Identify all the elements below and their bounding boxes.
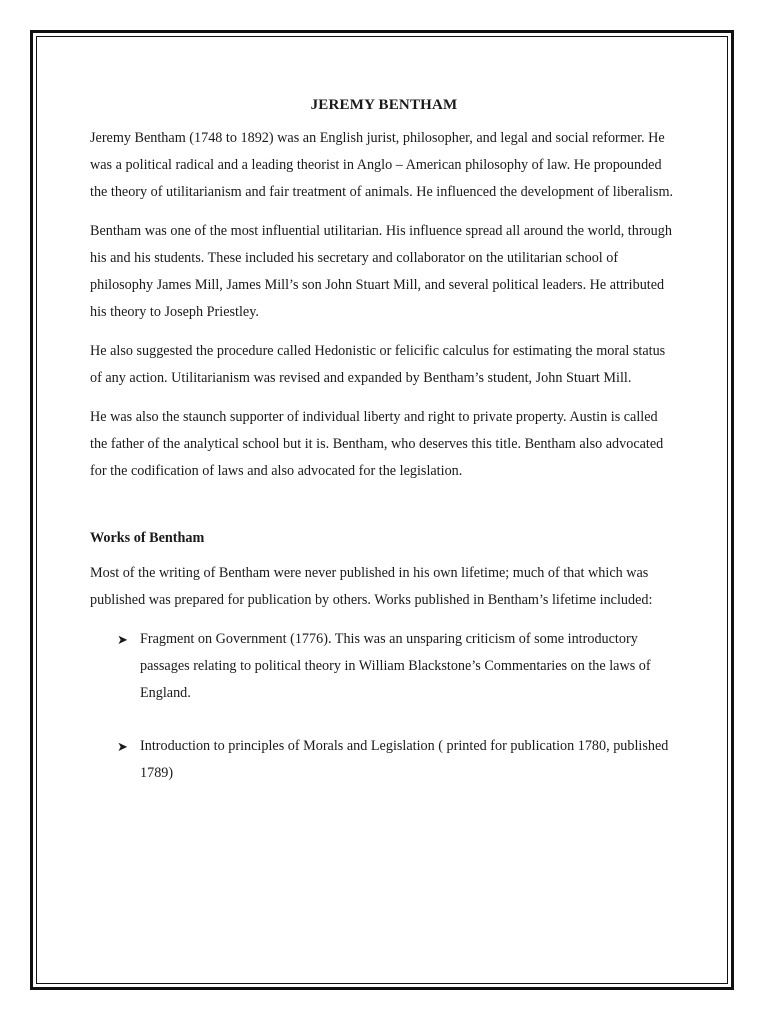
paragraph: Jeremy Bentham (1748 to 1892) was an English jurist, philosopher, and legal and social reformer. He was a political radical and a leading theorist in Anglo – American philosophy of law. He propounded the theory of utilitarianism and fair treatment of animals. He influenced the development of liberalism. xyxy=(90,130,674,200)
section-heading-works: Works of Bentham xyxy=(90,530,205,546)
document-body xyxy=(90,92,678,813)
works-list xyxy=(90,626,678,787)
list-item-text: Introduction to principles of Morals and Legislation ( printed for publication 1780, published 1789) xyxy=(140,738,669,781)
paragraph: He was also the staunch supporter of individual liberty and right to private property. Austin is called the father of the analytical school but it is. Bentham, who deserves this title. Bentham also advocated for the codification of laws and also advocated for the legislation. xyxy=(90,409,664,479)
list-item xyxy=(90,733,678,787)
arrow-bullet-icon: ➤ xyxy=(117,739,128,754)
works-intro: Most of the writing of Bentham were never published in his own lifetime; much of that which was published was prepared for publication by others. Works published in Bentham’s lifetime included: xyxy=(90,565,653,608)
paragraph: He also suggested the procedure called Hedonistic or felicific calculus for estimating the moral status of any action. Utilitarianism was revised and expanded by Bentham’s student, John Stuart Mill. xyxy=(90,343,666,386)
document-title: JEREMY BENTHAM xyxy=(310,97,458,113)
arrow-bullet-icon: ➤ xyxy=(117,632,128,647)
list-item-text: Fragment on Government (1776). This was an unsparing criticism of some introductory passages relating to political theory in William Blackstone’s Commentaries on the laws of England. xyxy=(140,631,651,701)
paragraph: Bentham was one of the most influential utilitarian. His influence spread all around the world, through his and his students. These included his secretary and collaborator on the utilitarian school of philosophy James Mill, James Mill’s son John Stuart Mill, and several political leaders. He attributed his theory to Joseph Priestley. xyxy=(90,223,672,320)
list-item xyxy=(90,626,678,707)
